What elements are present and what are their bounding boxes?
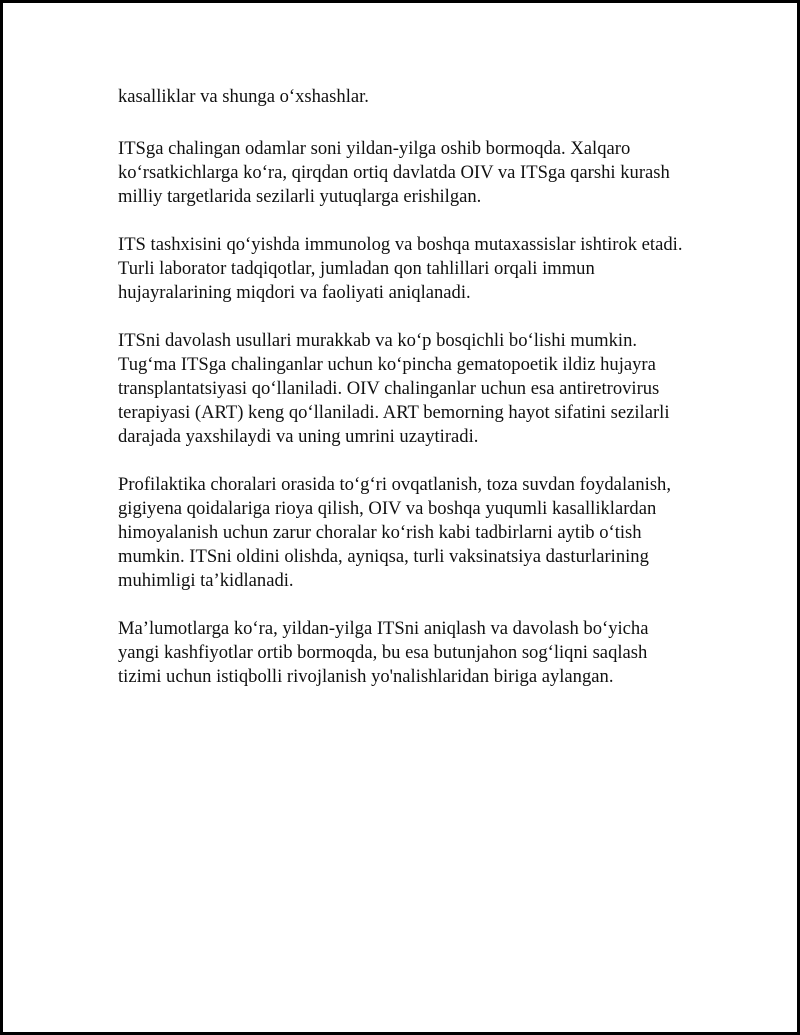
paragraph bbox=[118, 617, 758, 689]
paragraph bbox=[118, 233, 758, 305]
text-line: ITS tashxisini qo‘yishda immunolog va boshqa mutaxassislar ishtirok etadi. bbox=[118, 234, 683, 255]
text-line: darajada yaxshilaydi va uning umrini uzaytiradi. bbox=[118, 426, 479, 447]
text-line: Tug‘ma ITSga chalinganlar uchun ko‘pincha gematopoetik ildiz hujayra bbox=[118, 354, 656, 375]
paragraph bbox=[118, 85, 758, 109]
text-line: hujayralarining miqdori va faoliyati aniqlanadi. bbox=[118, 282, 471, 303]
paragraph bbox=[118, 329, 758, 449]
text-line: mumkin. ITSni oldini olishda, ayniqsa, turli vaksinatsiya dasturlarining bbox=[118, 546, 649, 567]
paragraph bbox=[118, 137, 758, 209]
text-line: ITSni davolash usullari murakkab va ko‘p bosqichli bo‘lishi mumkin. bbox=[118, 330, 638, 351]
document-body bbox=[118, 85, 758, 713]
text-line: ko‘rsatkichlarga ko‘ra, qirqdan ortiq davlatda OIV va ITSga qarshi kurash bbox=[118, 162, 670, 183]
text-line: tizimi uchun istiqbolli rivojlanish yo'nalishlaridan biriga aylangan. bbox=[118, 666, 614, 687]
text-line: terapiyasi (ART) keng qo‘llaniladi. ART bemorning hayot sifatini sezilarli bbox=[118, 402, 670, 423]
text-line: transplantatsiyasi qo‘llaniladi. OIV chalinganlar uchun esa antiretrovirus bbox=[118, 378, 660, 399]
text-line: Turli laborator tadqiqotlar, jumladan qon tahlillari orqali immun bbox=[118, 258, 595, 279]
text-line: Profilaktika choralari orasida to‘g‘ri ovqatlanish, toza suvdan foydalanish, bbox=[118, 474, 672, 495]
text-line: ITSga chalingan odamlar soni yildan-yilga oshib bormoqda. Xalqaro bbox=[118, 138, 631, 159]
text-line: kasalliklar va shunga o‘xshashlar. bbox=[118, 86, 369, 107]
text-line: yangi kashfiyotlar ortib bormoqda, bu esa butunjahon sog‘liqni saqlash bbox=[118, 642, 648, 663]
text-line: Ma’lumotlarga ko‘ra, yildan-yilga ITSni aniqlash va davolash bo‘yicha bbox=[118, 618, 649, 639]
text-line: himoyalanish uchun zarur choralar ko‘rish kabi tadbirlarni aytib o‘tish bbox=[118, 522, 642, 543]
text-line: gigiyena qoidalariga rioya qilish, OIV va boshqa yuqumli kasalliklardan bbox=[118, 498, 657, 519]
paragraph bbox=[118, 473, 758, 593]
text-line: milliy targetlarida sezilarli yutuqlarga erishilgan. bbox=[118, 186, 482, 207]
text-line: muhimligi ta’kidlanadi. bbox=[118, 570, 294, 591]
